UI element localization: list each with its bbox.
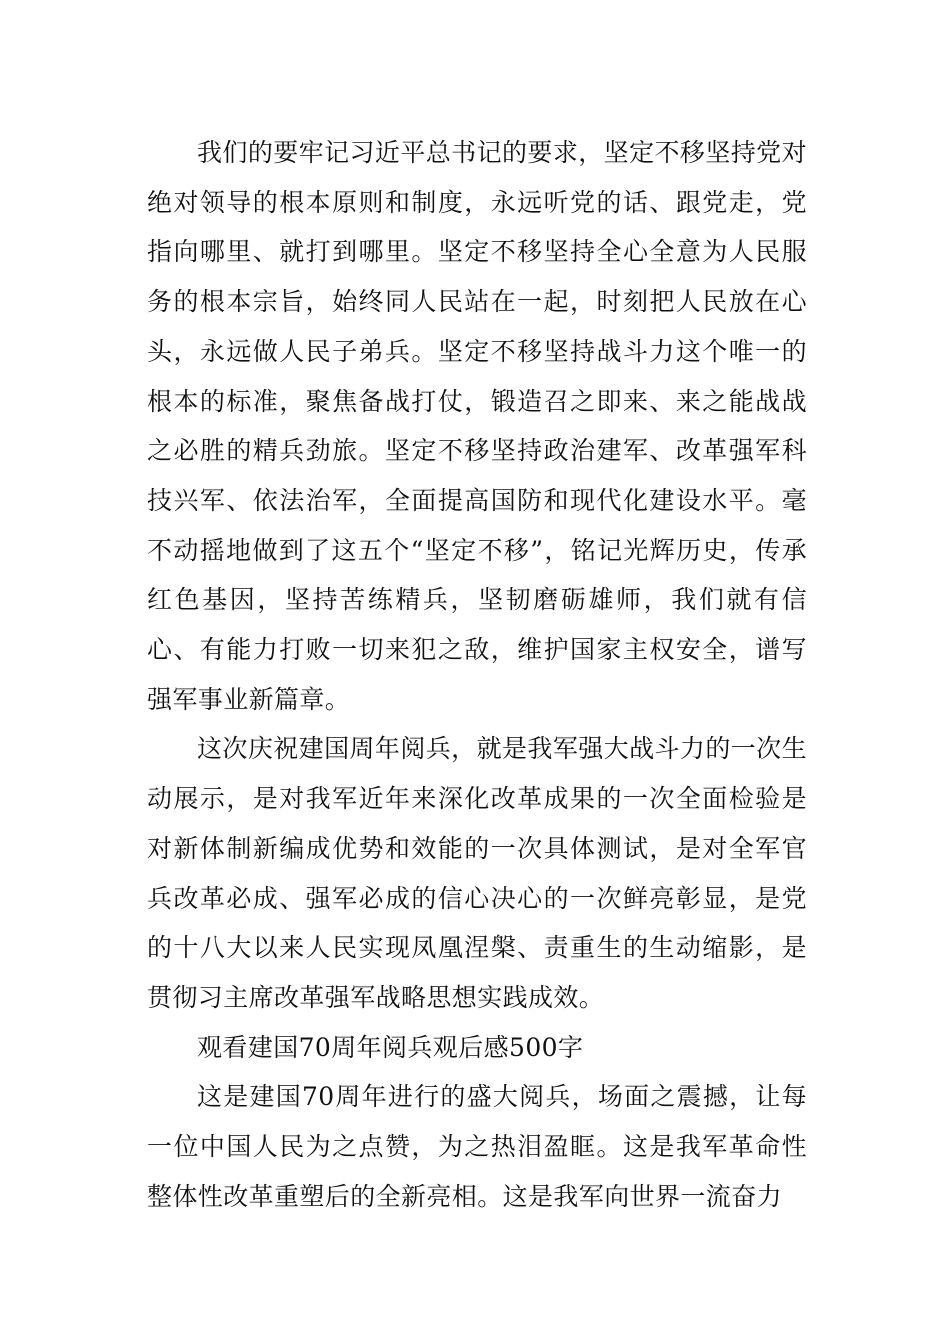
paragraph-military-commitments: 我们的要牢记习近平总书记的要求，坚定不移坚持党对绝对领导的根本原则和制度，永远听党的话、跟党走，党指向哪里、就打到哪里。坚定不移坚持全心全意为人民服务的根本宗旨，始终同人民站在一起，时刻把人民放在心头，永远做人民子弟兵。坚定不移坚持战斗力这个唯一的根本的标准，聚焦备战打仗，锻造召之即来、来之能战战之必胜的精兵劲旅。坚定不移坚持政治建军、改革强军科技兴军、依法治军，全面提高国防和现代化建设水平。毫不动摇地做到了这五个“坚定不移”，铭记光辉历史，传承红色基因，坚持苦练精兵，坚韧磨砺雄师，我们就有信心、有能力打败一切来犯之敌，维护国家主权安全，谱写强军事业新篇章。 (147, 138, 807, 714)
paragraph-parade-description: 这是建国70周年进行的盛大阅兵，场面之震撼，让每一位中国人民为之点赞，为之热泪盈眶。这是我军革命性整体性改革重塑后的全新亮相。这是我军向世界一流奋力 (147, 1082, 807, 1211)
document-body (147, 128, 807, 1221)
section-heading: 观看建国70周年阅兵观后感500字 (197, 1032, 584, 1062)
paragraph-parade-significance: 这次庆祝建国周年阅兵，就是我军强大战斗力的一次生动展示，是对我军近年来深化改革成果的一次全面检验是对新体制新编成优势和效能的一次具体测试，是对全军官兵改革必成、强军必成的信心决心的一次鲜亮彰显，是党的十八大以来人民实现凤凰涅槃、责重生的生动缩影，是贯彻习主席改革强军战略思想实践成效。 (147, 734, 807, 1012)
